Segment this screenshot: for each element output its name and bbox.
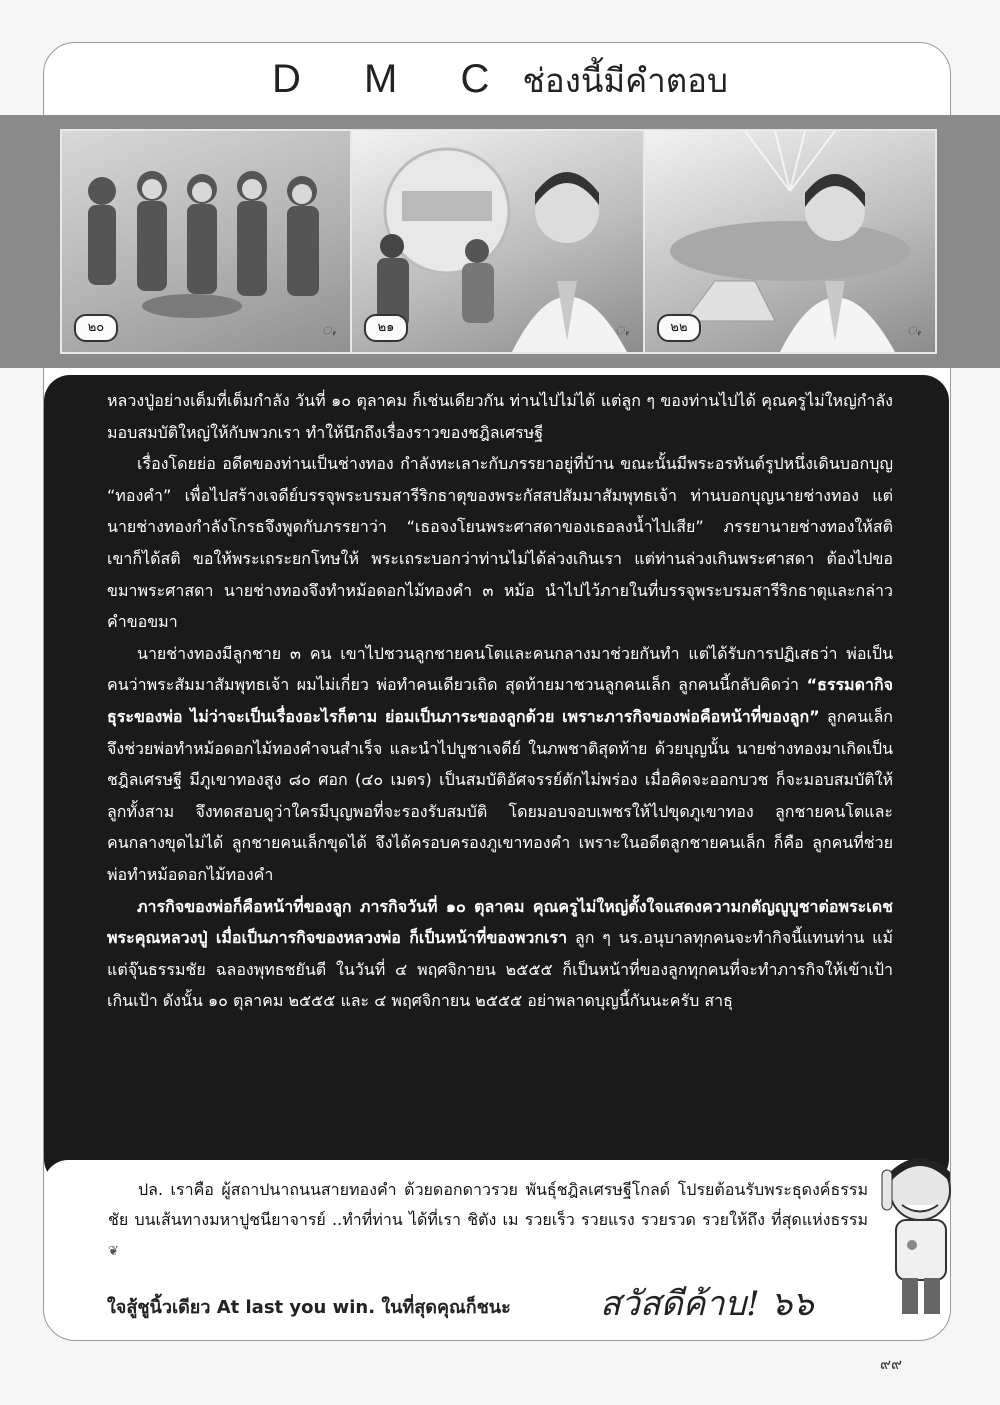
article-body [107,385,893,1017]
artist-signature: ꩻ [907,319,921,338]
paragraph-4-bold: ภารกิจของพ่อก็คือหน้าที่ของลูก ภารกิจวันที่ ๑๐ ตุลาคม คุณครูไม่ใหญ่ตั้งใจแสดงความกตัญญูบูชาต่อพระเดชพระคุณหลวงปู่ เมื่อเป็นภารกิจของหลวงพ่อ ก็เป็นหน้าที่ของพวกเรา [107,896,893,948]
panel-number: ๒๑ [364,314,408,342]
artist-signature: ꩻ [615,319,629,338]
paragraph-1: หลวงปู่อย่างเต็มที่เต็มกำลัง วันที่ ๑๐ ตุลาคม ก็เช่นเดียวกัน ท่านไปไม่ได้ แต่ลูก ๆ ของท่านไปได้ คุณครูไม่ใหญ่กำลังมอบสมบัติใหญ่ให้กับพวกเรา ทำให้นึกถึงเรื่องราวของชฎิลเศรษฐี [107,391,893,442]
title-thai: ช่องนี้มีคำตอบ [522,62,728,99]
paragraph-3-end: ลูกคนเล็กจึงช่วยพ่อทำหม้อดอกไม้ทองคำจนสำเร็จ และนำไปบูชาเจดีย์ ในภพชาติสุดท้าย ด้วยบุญนั้น นายช่างทองมาเกิดเป็นชฎิลเศรษฐี มีภูเขาทองสูง ๘๐ ศอก (๔๐ เมตร) เป็นสมบัติอัศจรรย์ตักไม่พร่อง เมื่อคิดจะออกบวช ก็จะมอบสมบัติให้ลูกทั้งสาม จึงทดสอบดูว่าใครมีบุญพอที่จะรองรับสมบัติ โดยมอบจอบเพชรให้ไปขุดภูเขาทอง ลูกชายคนโตและคนกลางขุดไม่ได้ ลูกชายคนเล็กขุดได้ จึงได้ครอบครองภูเขาทองคำ เพราะในอดีตลูกชายคนเล็ก ก็คือ ลูกคนที่ช่วยพ่อทำหม้อดอกไม้ทองคำ [107,706,893,884]
postscript-text: ปล. เราคือ ผู้สถาปนาถนนสายทองคำ ด้วยดอกดาวรวย พันธุ์ชฎิลเศรษฐีโกลด์ โปรยต้อนรับพระธุดงค์ธรรมชัย บนเส้นทางมหาปูชนียาจารย์ ..ทำที่ท่าน ได้ที่เรา ชิตัง เม รวยเร็ว รวยแรง รวยรวด รวยให้ถึง ที่สุดแห่งธรรม ❦ [108,1180,868,1259]
mascot-cartoon [868,1150,978,1320]
paragraph-4-end: ลูก ๆ นร.อนุบาลทุกคนจะทำกิจนี้แทนท่าน แม้แต่จุ๊นธรรมชัย ฉลองพุทธชยันตี ในวันที่ ๔ พฤศจิกายน ๒๕๕๕ ก็เป็นหน้าที่ของลูกทุกคนที่จะทำภารกิจให้เข้าเป้า เกินเป้า ดังนั้น ๑๐ ตุลาคม ๒๕๕๕ และ ๔ พฤศจิกายน ๒๕๕๕ อย่าพลาดบุญนี้กันนะครับ สาธุ [107,928,894,1011]
leaf-icon: ❦ [108,1244,119,1259]
postscript [108,1175,868,1267]
paragraph-4 [107,891,893,1017]
paragraph-3 [107,638,893,891]
illustration-panel-20 [60,129,352,354]
title-latin: D M C [272,57,516,101]
handwritten-greeting: สวัสดีค้าบ! ๖๖ [600,1284,814,1324]
panel-number: ๒๒ [657,314,701,342]
panel-number: ๒๐ [74,314,118,342]
artist-signature: ꩻ [322,319,336,338]
page-number: ๙๙ [880,1355,902,1373]
paragraph-3-start: นายช่างทองมีลูกชาย ๓ คน เขาไปชวนลูกชายคนโตและคนกลางมาช่วยกันทำ แต่ได้รับการปฏิเสธว่า พ่อเป็นคนว่าพระสัมมาสัมพุทธเจ้า ผมไม่เกี่ยว พ่อทำคนเดียวเถิด สุดท้ายมาชวนลูกคนเล็ก ลูกคนนี้กลับคิดว่า [107,643,893,695]
page-title [0,54,1000,107]
illustration-panel-21 [350,129,645,354]
slogan: ใจสู้ชูนิ้วเดียว At last you win. ในที่สุดคุณก็ชนะ [107,1297,511,1318]
paragraph-2: เรื่องโดยย่อ อดีตของท่านเป็นช่างทอง กำลังทะเลาะกับภรรยาอยู่ที่บ้าน ขณะนั้นมีพระอรหันต์รูปหนึ่งเดินบอกบุญ “ทองคำ” เพื่อไปสร้างเจดีย์บรรจุพระบรมสารีริกธาตุของพระกัสสปสัมมาสัมพุทธเจ้า ท่านบอกบุญนายช่างทอง แต่นายช่างทองกำลังโกรธจึงพูดกับภรรยาว่า “เธอจงโยนพระศาสดาของเธอลงน้ำไปเสีย” ภรรยานายช่างทองให้สติ เขาก็ได้สติ ขอให้พระเถระยกโทษให้ พระเถระบอกว่าท่านไม่ได้ล่วงเกินเรา แต่ท่านล่วงเกินพระศาสดา ต้องไปขอขมาพระศาสดา นายช่างทองจึงทำหม้อดอกไม้ทองคำ ๓ หม้อ นำไปไว้ภายในที่บรรจุพระบรมสารีริกธาตุและกล่าวคำขอขมา [107,454,893,632]
paragraph-3-quote: “ธรรมดากิจธุระของพ่อ ไม่ว่าจะเป็นเรื่องอะไรก็ตาม ย่อมเป็นภาระของลูกด้วย เพราะภารกิจของพ่อคือหน้าที่ของลูก” [107,675,894,726]
illustration-panel-22 [643,129,937,354]
